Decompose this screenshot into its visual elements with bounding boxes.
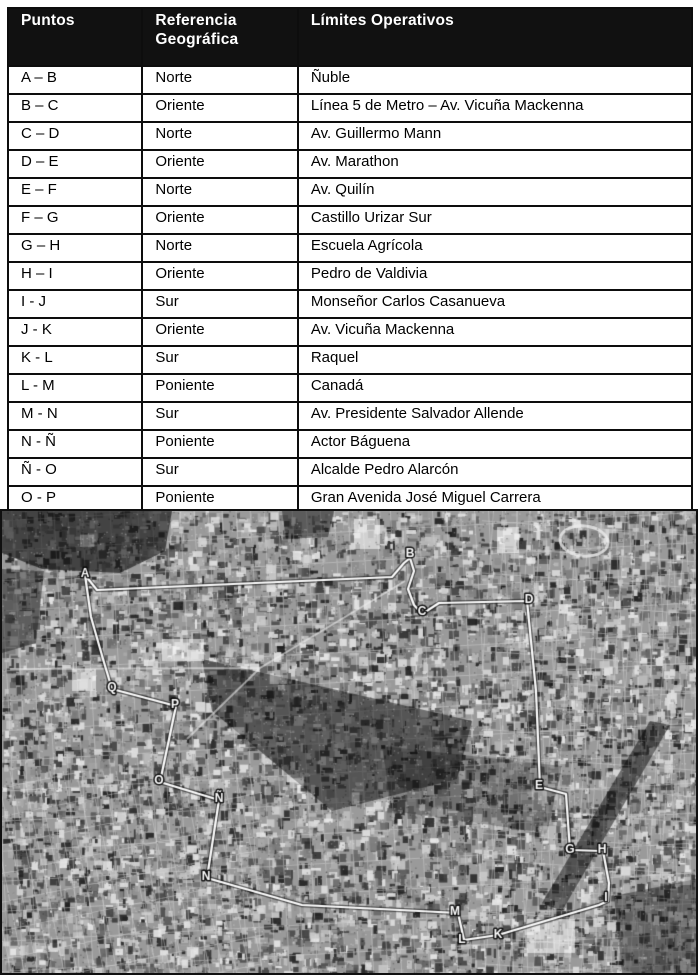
cell-referencia: Poniente bbox=[142, 486, 297, 514]
table-row bbox=[8, 262, 692, 290]
cell-referencia: Oriente bbox=[142, 206, 297, 234]
cell-puntos: E – F bbox=[8, 178, 142, 206]
table-row bbox=[8, 402, 692, 430]
cell-referencia: Norte bbox=[142, 234, 297, 262]
cell-puntos: C – D bbox=[8, 122, 142, 150]
column-header: Referencia Geográfica bbox=[142, 8, 297, 66]
cell-puntos: O - P bbox=[8, 486, 142, 514]
cell-puntos: K - L bbox=[8, 346, 142, 374]
table-row bbox=[8, 234, 692, 262]
cell-puntos: B – C bbox=[8, 94, 142, 122]
cell-limites: Línea 5 de Metro – Av. Vicuña Mackenna bbox=[298, 94, 692, 122]
operating-limits-table bbox=[7, 7, 693, 571]
cell-limites: Av. Guillermo Mann bbox=[298, 122, 692, 150]
cell-referencia: Sur bbox=[142, 458, 297, 486]
cell-limites: Castillo Urizar Sur bbox=[298, 206, 692, 234]
cell-puntos: J - K bbox=[8, 318, 142, 346]
cell-limites: Actor Báguena bbox=[298, 430, 692, 458]
table-row bbox=[8, 94, 692, 122]
cell-referencia: Sur bbox=[142, 290, 297, 318]
cell-referencia: Oriente bbox=[142, 318, 297, 346]
table-body bbox=[8, 66, 692, 570]
cell-limites: Av. Presidente Salvador Allende bbox=[298, 402, 692, 430]
table-row bbox=[8, 430, 692, 458]
column-header: Límites Operativos bbox=[298, 8, 692, 66]
cell-referencia: Poniente bbox=[142, 374, 297, 402]
cell-limites: Gran Avenida José Miguel Carrera bbox=[298, 486, 692, 514]
aerial-map bbox=[2, 511, 696, 973]
table-header-row bbox=[8, 8, 692, 66]
operating-limits-table-container bbox=[7, 7, 693, 571]
table-row bbox=[8, 206, 692, 234]
table-row bbox=[8, 318, 692, 346]
cell-referencia: Sur bbox=[142, 346, 297, 374]
cell-puntos: Ñ - O bbox=[8, 458, 142, 486]
aerial-map-frame bbox=[0, 509, 698, 975]
cell-limites: Canadá bbox=[298, 374, 692, 402]
table-row bbox=[8, 178, 692, 206]
table-row bbox=[8, 290, 692, 318]
cell-referencia: Sur bbox=[142, 402, 297, 430]
cell-limites: Monseñor Carlos Casanueva bbox=[298, 290, 692, 318]
cell-puntos: F – G bbox=[8, 206, 142, 234]
cell-puntos: N - Ñ bbox=[8, 430, 142, 458]
cell-referencia: Oriente bbox=[142, 262, 297, 290]
cell-referencia: Norte bbox=[142, 66, 297, 94]
cell-limites: Av. Quilín bbox=[298, 178, 692, 206]
table-row bbox=[8, 374, 692, 402]
cell-puntos: L - M bbox=[8, 374, 142, 402]
cell-limites: Av. Marathon bbox=[298, 150, 692, 178]
column-header: Puntos bbox=[8, 8, 142, 66]
cell-referencia: Oriente bbox=[142, 94, 297, 122]
cell-referencia: Poniente bbox=[142, 430, 297, 458]
cell-puntos: M - N bbox=[8, 402, 142, 430]
cell-puntos: I - J bbox=[8, 290, 142, 318]
cell-limites: Ñuble bbox=[298, 66, 692, 94]
table-header bbox=[8, 8, 692, 66]
cell-puntos: A – B bbox=[8, 66, 142, 94]
cell-puntos: H – I bbox=[8, 262, 142, 290]
cell-puntos: D – E bbox=[8, 150, 142, 178]
table-row bbox=[8, 122, 692, 150]
table-row bbox=[8, 346, 692, 374]
cell-limites: Av. Vicuña Mackenna bbox=[298, 318, 692, 346]
cell-referencia: Oriente bbox=[142, 150, 297, 178]
table-row bbox=[8, 458, 692, 486]
cell-limites: Alcalde Pedro Alarcón bbox=[298, 458, 692, 486]
cell-referencia: Norte bbox=[142, 122, 297, 150]
cell-limites: Escuela Agrícola bbox=[298, 234, 692, 262]
cell-puntos: G – H bbox=[8, 234, 142, 262]
cell-limites: Pedro de Valdivia bbox=[298, 262, 692, 290]
cell-limites: Raquel bbox=[298, 346, 692, 374]
table-row bbox=[8, 66, 692, 94]
cell-referencia: Norte bbox=[142, 178, 297, 206]
table-row bbox=[8, 150, 692, 178]
